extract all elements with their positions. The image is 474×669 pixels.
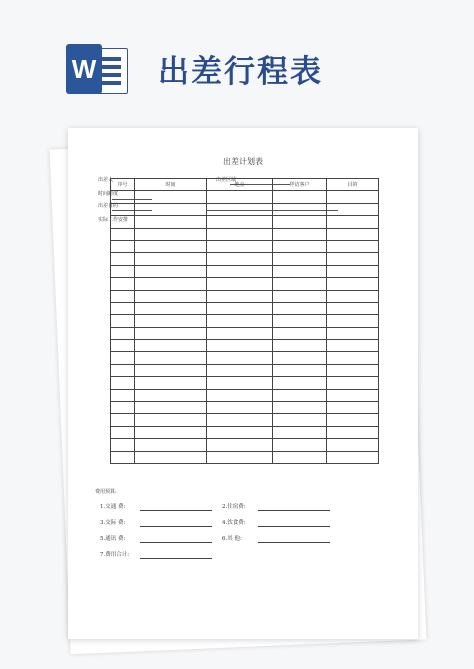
table-row xyxy=(111,364,379,376)
table-row xyxy=(111,402,379,414)
table-row xyxy=(111,191,379,203)
column-header-time: 时间 xyxy=(135,179,207,191)
table-row xyxy=(111,265,379,277)
table-cell[interactable] xyxy=(327,426,379,438)
budget-field-total[interactable] xyxy=(140,558,212,559)
table-cell[interactable] xyxy=(273,327,327,339)
table-cell[interactable] xyxy=(207,352,273,364)
table-cell[interactable] xyxy=(111,315,135,327)
table-cell[interactable] xyxy=(207,278,273,290)
table-cell[interactable] xyxy=(273,340,327,352)
table-cell[interactable] xyxy=(273,253,327,265)
table-cell[interactable] xyxy=(327,290,379,302)
page-title: 出差行程表 xyxy=(158,54,323,90)
table-cell[interactable] xyxy=(273,216,327,228)
budget-field-communication[interactable] xyxy=(140,542,212,543)
table-cell[interactable] xyxy=(111,352,135,364)
table-cell[interactable] xyxy=(273,426,327,438)
table-cell[interactable] xyxy=(327,414,379,426)
table-row xyxy=(111,389,379,401)
table-cell[interactable] xyxy=(207,364,273,376)
budget-label-other: 6.其 他: xyxy=(222,536,242,542)
table-cell[interactable] xyxy=(135,203,207,215)
table-cell[interactable] xyxy=(273,364,327,376)
table-cell[interactable] xyxy=(207,439,273,451)
table-cell[interactable] xyxy=(207,402,273,414)
banner-header xyxy=(0,0,474,120)
table-cell[interactable] xyxy=(273,402,327,414)
table-cell[interactable] xyxy=(327,389,379,401)
table-row xyxy=(111,228,379,240)
budget-field-transport[interactable] xyxy=(140,510,212,511)
budget-label-meals: 4.饮食费: xyxy=(222,520,246,526)
table-cell[interactable] xyxy=(273,439,327,451)
itinerary-table-body xyxy=(111,179,379,464)
table-row xyxy=(111,240,379,252)
budget-field-social[interactable] xyxy=(140,526,212,527)
table-row xyxy=(111,315,379,327)
budget-field-other[interactable] xyxy=(258,542,330,543)
table-cell[interactable] xyxy=(327,352,379,364)
table-cell[interactable] xyxy=(207,240,273,252)
table-cell[interactable] xyxy=(273,278,327,290)
table-cell[interactable] xyxy=(135,352,207,364)
table-cell[interactable] xyxy=(207,302,273,314)
table-cell[interactable] xyxy=(327,315,379,327)
table-cell[interactable] xyxy=(327,216,379,228)
table-cell[interactable] xyxy=(111,389,135,401)
word-app-icon xyxy=(66,44,128,94)
table-cell[interactable] xyxy=(207,203,273,215)
table-cell[interactable] xyxy=(207,216,273,228)
table-row xyxy=(111,253,379,265)
table-cell[interactable] xyxy=(135,377,207,389)
table-cell[interactable] xyxy=(327,377,379,389)
table-cell[interactable] xyxy=(135,228,207,240)
table-cell[interactable] xyxy=(111,451,135,463)
table-cell[interactable] xyxy=(327,278,379,290)
column-header-client: 拜访客户 xyxy=(273,179,327,191)
table-cell[interactable] xyxy=(207,290,273,302)
table-cell[interactable] xyxy=(111,327,135,339)
table-cell[interactable] xyxy=(327,364,379,376)
table-cell[interactable] xyxy=(135,302,207,314)
table-cell[interactable] xyxy=(111,216,135,228)
table-cell[interactable] xyxy=(135,426,207,438)
word-letter: W xyxy=(66,44,102,94)
table-cell[interactable] xyxy=(135,439,207,451)
table-cell[interactable] xyxy=(135,240,207,252)
table-cell[interactable] xyxy=(135,315,207,327)
table-cell[interactable] xyxy=(111,377,135,389)
budget-title: 费用预算: xyxy=(95,489,117,495)
table-cell[interactable] xyxy=(207,315,273,327)
table-cell[interactable] xyxy=(273,265,327,277)
table-cell[interactable] xyxy=(207,377,273,389)
table-cell[interactable] xyxy=(135,253,207,265)
table-cell[interactable] xyxy=(111,290,135,302)
table-cell[interactable] xyxy=(111,364,135,376)
table-cell[interactable] xyxy=(111,278,135,290)
work-arrangement-label: 实际工作安排 xyxy=(98,217,129,223)
table-cell[interactable] xyxy=(207,426,273,438)
table-cell[interactable] xyxy=(135,389,207,401)
table-cell[interactable] xyxy=(207,228,273,240)
table-row xyxy=(111,451,379,463)
table-cell[interactable] xyxy=(327,240,379,252)
document-title: 出差计划表 xyxy=(223,157,263,166)
table-cell[interactable] xyxy=(111,203,135,215)
table-row xyxy=(111,340,379,352)
table-cell[interactable] xyxy=(327,340,379,352)
traveler-label: 出差人 xyxy=(98,177,114,183)
table-cell[interactable] xyxy=(111,302,135,314)
table-row xyxy=(111,302,379,314)
table-cell[interactable] xyxy=(327,191,379,203)
budget-field-meals[interactable] xyxy=(258,526,330,527)
table-row xyxy=(111,439,379,451)
table-cell[interactable] xyxy=(207,389,273,401)
table-cell[interactable] xyxy=(135,451,207,463)
time-span-label: 时间跨度 xyxy=(98,191,119,197)
table-cell[interactable] xyxy=(111,439,135,451)
table-cell[interactable] xyxy=(207,451,273,463)
table-cell[interactable] xyxy=(273,315,327,327)
table-cell[interactable] xyxy=(327,451,379,463)
table-cell[interactable] xyxy=(135,414,207,426)
budget-label-transport: 1.交通 费: xyxy=(100,504,126,510)
table-row xyxy=(111,426,379,438)
column-header-purpose: 目的 xyxy=(327,179,379,191)
table-cell[interactable] xyxy=(327,402,379,414)
table-cell[interactable] xyxy=(273,377,327,389)
budget-label-social: 3.交际 费: xyxy=(100,520,126,526)
table-cell[interactable] xyxy=(111,191,135,203)
budget-label-communication: 5.通讯 费: xyxy=(100,536,126,542)
table-cell[interactable] xyxy=(111,402,135,414)
table-row xyxy=(111,327,379,339)
table-cell[interactable] xyxy=(273,203,327,215)
table-cell[interactable] xyxy=(207,414,273,426)
column-header-location: 地点 xyxy=(207,179,273,191)
table-cell[interactable] xyxy=(327,203,379,215)
table-header-row xyxy=(111,179,379,191)
table-cell[interactable] xyxy=(327,327,379,339)
table-cell[interactable] xyxy=(111,340,135,352)
table-cell[interactable] xyxy=(207,265,273,277)
table-row xyxy=(111,290,379,302)
region-label: 出差区域 xyxy=(216,177,237,183)
table-cell[interactable] xyxy=(207,327,273,339)
table-cell[interactable] xyxy=(135,327,207,339)
table-cell[interactable] xyxy=(207,253,273,265)
table-cell[interactable] xyxy=(273,302,327,314)
table-row xyxy=(111,278,379,290)
table-cell[interactable] xyxy=(135,340,207,352)
table-cell[interactable] xyxy=(111,414,135,426)
document-page xyxy=(68,128,418,639)
table-row xyxy=(111,216,379,228)
table-row xyxy=(111,414,379,426)
table-cell[interactable] xyxy=(327,302,379,314)
itinerary-table xyxy=(110,178,379,464)
table-cell[interactable] xyxy=(273,414,327,426)
table-row xyxy=(111,377,379,389)
table-row xyxy=(111,203,379,215)
table-cell[interactable] xyxy=(327,228,379,240)
table-cell[interactable] xyxy=(135,216,207,228)
table-cell[interactable] xyxy=(111,426,135,438)
table-cell[interactable] xyxy=(273,290,327,302)
table-cell[interactable] xyxy=(327,265,379,277)
table-cell[interactable] xyxy=(327,253,379,265)
table-cell[interactable] xyxy=(111,228,135,240)
table-cell[interactable] xyxy=(207,340,273,352)
table-cell[interactable] xyxy=(207,191,273,203)
table-cell[interactable] xyxy=(135,364,207,376)
column-header-index: 序号 xyxy=(111,179,135,191)
table-cell[interactable] xyxy=(273,240,327,252)
table-cell[interactable] xyxy=(273,352,327,364)
table-cell[interactable] xyxy=(135,278,207,290)
table-cell[interactable] xyxy=(135,290,207,302)
purpose-label: 出差目的 xyxy=(98,203,119,209)
table-cell[interactable] xyxy=(273,191,327,203)
table-cell[interactable] xyxy=(111,253,135,265)
table-cell[interactable] xyxy=(135,402,207,414)
budget-field-lodging[interactable] xyxy=(258,510,330,511)
table-cell[interactable] xyxy=(273,451,327,463)
table-cell[interactable] xyxy=(135,191,207,203)
budget-label-total: 7.费用合计: xyxy=(100,552,130,558)
table-cell[interactable] xyxy=(135,265,207,277)
table-row xyxy=(111,352,379,364)
table-cell[interactable] xyxy=(111,265,135,277)
table-cell[interactable] xyxy=(273,389,327,401)
table-cell[interactable] xyxy=(111,240,135,252)
table-cell[interactable] xyxy=(327,439,379,451)
table-cell[interactable] xyxy=(273,228,327,240)
budget-label-lodging: 2.住宿费: xyxy=(222,504,246,510)
